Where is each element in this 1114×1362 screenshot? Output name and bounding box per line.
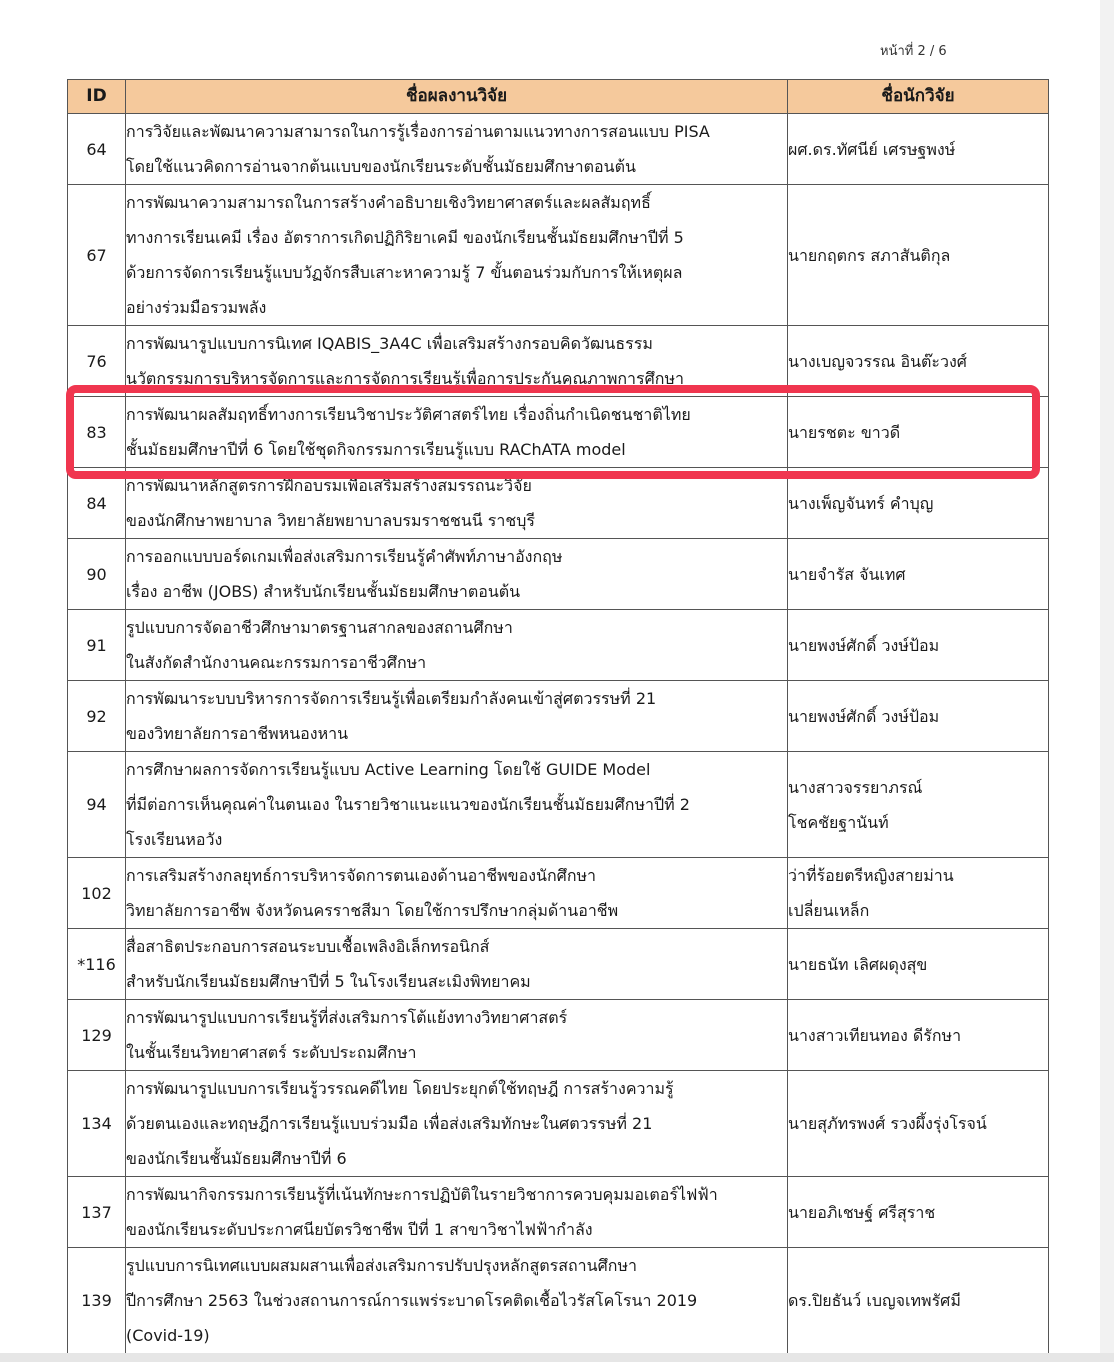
researcher-line: นายกฤตกร สภาสันติกุล <box>788 245 951 265</box>
title-line: อย่างร่วมมือรวมพลัง <box>126 298 267 317</box>
table-row <box>68 858 1049 929</box>
table-row <box>68 681 1049 752</box>
row-id: 137 <box>68 1177 126 1248</box>
title-line: การวิจัยและพัฒนาความสามารถในการรู้เรื่องการอ่านตามแนวทางการสอนแบบ PISA <box>126 122 710 141</box>
table-row <box>68 1071 1049 1177</box>
title-line: นวัตกรรมการบริหารจัดการและการจัดการเรียนรู้เพื่อการประกันคุณภาพการศึกษา <box>126 369 685 388</box>
table-row <box>68 610 1049 681</box>
table-row <box>68 929 1049 1000</box>
researcher-line: นายจำรัส จันเทศ <box>788 564 906 584</box>
row-title <box>126 1000 788 1071</box>
title-line: เรื่อง อาชีพ (JOBS) สำหรับนักเรียนชั้นมัธยมศึกษาตอนต้น <box>126 582 521 601</box>
title-line: การเสริมสร้างกลยุทธ์การบริหารจัดการตนเองด้านอาชีพของนักศึกษา <box>126 866 597 885</box>
row-researcher <box>788 326 1049 397</box>
table-row <box>68 114 1049 185</box>
researcher-line: ผศ.ดร.ทัศนีย์ เศรษฐพงษ์ <box>788 139 956 159</box>
row-title <box>126 1248 788 1354</box>
row-researcher <box>788 752 1049 858</box>
title-line: โรงเรียนหอวัง <box>126 830 223 849</box>
row-id: 92 <box>68 681 126 752</box>
row-researcher <box>788 1000 1049 1071</box>
row-researcher <box>788 1177 1049 1248</box>
row-researcher <box>788 114 1049 185</box>
row-title <box>126 1177 788 1248</box>
researcher-line: ดร.ปิยธันว์ เบญจเทพรัศมี <box>788 1291 961 1310</box>
researcher-line: นางเบญจวรรณ อินต๊ะวงศ์ <box>788 351 967 371</box>
title-line: (Covid-19) <box>126 1326 210 1345</box>
title-line: การศึกษาผลการจัดการเรียนรู้แบบ Active Learning โดยใช้ GUIDE Model <box>126 760 651 779</box>
header-researcher: ชื่อนักวิจัย <box>788 80 1049 114</box>
row-title <box>126 681 788 752</box>
row-id: 129 <box>68 1000 126 1071</box>
title-line: ด้วยการจัดการเรียนรู้แบบวัฏจักรสืบเสาะหาความรู้ 7 ขั้นตอนร่วมกับการให้เหตุผล <box>126 263 683 282</box>
row-researcher <box>788 929 1049 1000</box>
header-id: ID <box>68 80 126 114</box>
researcher-line: ว่าที่ร้อยตรีหญิงสายม่าน <box>788 866 954 885</box>
row-title <box>126 397 788 468</box>
researcher-line: เปลี่ยนเหล็ก <box>788 901 870 920</box>
table-row <box>68 1177 1049 1248</box>
row-id: 91 <box>68 610 126 681</box>
row-title <box>126 185 788 326</box>
researcher-line: นางสาวจรรยาภรณ์ <box>788 777 923 797</box>
title-line: สำหรับนักเรียนมัธยมศึกษาปีที่ 5 ในโรงเรียนสะเมิงพิทยาคม <box>126 972 531 991</box>
row-researcher <box>788 858 1049 929</box>
row-title <box>126 468 788 539</box>
page-number: หน้าที่ 2 / 6 <box>880 44 947 59</box>
row-id: 90 <box>68 539 126 610</box>
header-title: ชื่อผลงานวิจัย <box>126 80 788 114</box>
researcher-line: นางสาวเทียนทอง ดีรักษา <box>788 1025 962 1045</box>
title-line: ของนักเรียนชั้นมัธยมศึกษาปีที่ 6 <box>126 1149 347 1168</box>
title-line: ของวิทยาลัยการอาชีพหนองหาน <box>126 724 349 743</box>
row-id: 76 <box>68 326 126 397</box>
title-line: ด้วยตนเองและทฤษฎีการเรียนรู้แบบร่วมมือ เพื่อส่งเสริมทักษะในศตวรรษที่ 21 <box>126 1114 653 1133</box>
title-line: การออกแบบบอร์ดเกมเพื่อส่งเสริมการเรียนรู้คำศัพท์ภาษาอังกฤษ <box>126 547 563 566</box>
title-line: การพัฒนาหลักสูตรการฝึกอบรมเพื่อเสริมสร้างสมรรถนะวิจัย <box>126 476 532 495</box>
researcher-line: นายพงษ์ศักดิ์ วงษ์ป้อม <box>788 635 940 655</box>
title-line: การพัฒนารูปแบบการนิเทศ IQABIS_3A4C เพื่อเสริมสร้างกรอบคิดวัฒนธรรม <box>126 334 653 353</box>
title-line: การพัฒนารูปแบบการเรียนรู้ที่ส่งเสริมการโต้แย้งทางวิทยาศาสตร์ <box>126 1008 568 1027</box>
researcher-line: นายอภิเชษฐ์ ศรีสุราช <box>788 1202 936 1222</box>
title-line: สื่อสาธิตประกอบการสอนระบบเชื้อเพลิงอิเล็กทรอนิกส์ <box>126 937 490 956</box>
row-id: 67 <box>68 185 126 326</box>
researcher-line: นายธนัท เลิศผดุงสุข <box>788 954 928 974</box>
title-line: โดยใช้แนวคิดการอ่านจากต้นแบบของนักเรียนระดับชั้นมัธยมศึกษาตอนต้น <box>126 157 636 176</box>
researcher-line: นายพงษ์ศักดิ์ วงษ์ป้อม <box>788 706 940 726</box>
row-title <box>126 326 788 397</box>
title-line: ของนักเรียนระดับประกาศนียบัตรวิชาชีพ ปีที่ 1 สาขาวิชาไฟฟ้ากำลัง <box>126 1220 593 1239</box>
row-researcher <box>788 610 1049 681</box>
title-line: การพัฒนาระบบบริหารการจัดการเรียนรู้เพื่อเตรียมกำลังคนเข้าสู่ศตวรรษที่ 21 <box>126 689 657 708</box>
row-title <box>126 610 788 681</box>
row-id: 64 <box>68 114 126 185</box>
table-header-row <box>68 80 1049 114</box>
row-researcher <box>788 185 1049 326</box>
title-line: รูปแบบการนิเทศแบบผสมผสานเพื่อส่งเสริมการปรับปรุงหลักสูตรสถานศึกษา <box>126 1256 637 1275</box>
researcher-line: นางเพ็ญจันทร์ คำบุญ <box>788 493 934 513</box>
row-id: 134 <box>68 1071 126 1177</box>
title-line: การพัฒนารูปแบบการเรียนรู้วรรณคดีไทย โดยประยุกต์ใช้ทฤษฎี การสร้างความรู้ <box>126 1079 674 1098</box>
title-line: ที่มีต่อการเห็นคุณค่าในตนเอง ในรายวิชาแนะแนวของนักเรียนชั้นมัธยมศึกษาปีที่ 2 <box>126 795 690 814</box>
title-line: การพัฒนาความสามารถในการสร้างคำอธิบายเชิงวิทยาศาสตร์และผลสัมฤทธิ์ <box>126 193 651 212</box>
row-id: 139 <box>68 1248 126 1354</box>
row-researcher <box>788 468 1049 539</box>
researcher-line: นายสุภัทรพงศ์ รวงผึ้งรุ่งโรจน์ <box>788 1114 987 1133</box>
title-line: ชั้นมัธยมศึกษาปีที่ 6 โดยใช้ชุดกิจกรรมการเรียนรู้แบบ RAChATA model <box>126 440 626 459</box>
title-line: ในสังกัดสำนักงานคณะกรรมการอาชีวศึกษา <box>126 653 427 672</box>
table-row <box>68 468 1049 539</box>
table-row <box>68 539 1049 610</box>
row-id: *116 <box>68 929 126 1000</box>
title-line: รูปแบบการจัดอาชีวศึกษามาตรฐานสากลของสถานศึกษา <box>126 618 513 637</box>
page-bottom-edge <box>0 1353 1114 1362</box>
table-row <box>68 326 1049 397</box>
row-id: 83 <box>68 397 126 468</box>
row-title <box>126 858 788 929</box>
row-researcher <box>788 539 1049 610</box>
row-title <box>126 114 788 185</box>
table-row <box>68 185 1049 326</box>
research-table <box>67 79 1049 1354</box>
title-line: การพัฒนากิจกรรมการเรียนรู้ที่เน้นทักษะการปฏิบัติในรายวิชาการควบคุมมอเตอร์ไฟฟ้า <box>126 1185 718 1204</box>
row-researcher <box>788 1248 1049 1354</box>
row-title <box>126 752 788 858</box>
title-line: ของนักศึกษาพยาบาล วิทยาลัยพยาบาลบรมราชชนนี ราชบุรี <box>126 511 535 530</box>
title-line: ทางการเรียนเคมี เรื่อง อัตราการเกิดปฏิกิริยาเคมี ของนักเรียนชั้นมัธยมศึกษาปีที่ 5 <box>126 228 684 247</box>
researcher-line: โชคชัยฐานันท์ <box>788 812 889 832</box>
row-researcher <box>788 681 1049 752</box>
row-title <box>126 1071 788 1177</box>
title-line: ปีการศึกษา 2563 ในช่วงสถานการณ์การแพร่ระบาดโรคติดเชื้อไวรัสโคโรนา 2019 <box>126 1291 698 1310</box>
row-title <box>126 539 788 610</box>
table-row <box>68 752 1049 858</box>
row-id: 102 <box>68 858 126 929</box>
table-body <box>68 114 1049 1354</box>
table-row <box>68 1248 1049 1354</box>
researcher-line: นายรชตะ ขาวดี <box>788 422 901 442</box>
row-id: 84 <box>68 468 126 539</box>
title-line: การพัฒนาผลสัมฤทธิ์ทางการเรียนวิชาประวัติศาสตร์ไทย เรื่องถิ่นกำเนิดชนชาติไทย <box>126 405 691 424</box>
table-row <box>68 397 1049 468</box>
table-row <box>68 1000 1049 1071</box>
row-id: 94 <box>68 752 126 858</box>
row-researcher <box>788 397 1049 468</box>
title-line: ในชั้นเรียนวิทยาศาสตร์ ระดับประถมศึกษา <box>126 1043 417 1062</box>
title-line: วิทยาลัยการอาชีพ จังหวัดนครราชสีมา โดยใช้การปรึกษากลุ่มด้านอาชีพ <box>126 901 619 920</box>
row-researcher <box>788 1071 1049 1177</box>
row-title <box>126 929 788 1000</box>
